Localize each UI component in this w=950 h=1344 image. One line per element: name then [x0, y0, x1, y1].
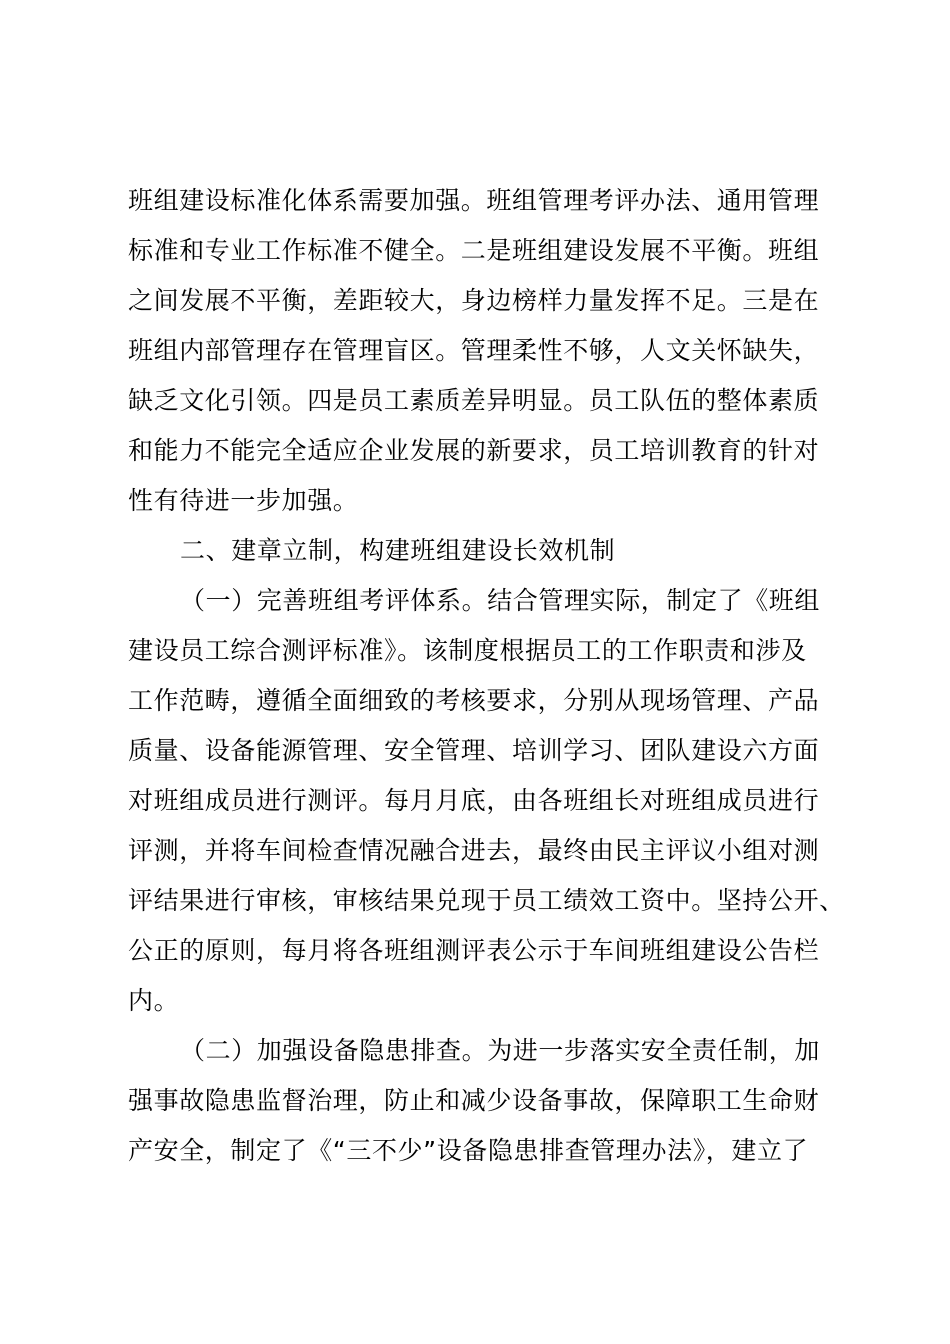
section-heading: 二、建章立制，构建班组建设长效机制 — [180, 536, 616, 565]
text-line: 质量、设备能源管理、安全管理、培训学习、团队建设六方面 — [128, 736, 820, 765]
text-line: 班组建设标准化体系需要加强。班组管理考评办法、通用管理 — [128, 186, 820, 215]
text-line: 标准和专业工作标准不健全。二是班组建设发展不平衡。班组 — [128, 236, 820, 265]
text-line: 和能力不能完全适应企业发展的新要求，员工培训教育的针对 — [128, 436, 820, 465]
text-line: 对班组成员进行测评。每月月底，由各班组长对班组成员进行 — [128, 786, 820, 815]
text-line: 建设员工综合测评标准》。该制度根据员工的工作职责和涉及 — [128, 636, 807, 665]
text-line: 产安全，制定了《“三不少”设备隐患排查管理办法》，建立了 — [128, 1136, 809, 1165]
text-line: 内。 — [128, 986, 180, 1015]
body-text — [128, 176, 845, 1176]
text-line: 评测，并将车间检查情况融合进去，最终由民主评议小组对测 — [128, 836, 820, 865]
text-line: （一）完善班组考评体系。结合管理实际，制定了《班组 — [180, 586, 821, 615]
text-line: 缺乏文化引领。四是员工素质差异明显。员工队伍的整体素质 — [128, 386, 820, 415]
text-line: 之间发展不平衡，差距较大，身边榜样力量发挥不足。三是在 — [128, 286, 820, 315]
text-line: （二）加强设备隐患排查。为进一步落实安全责任制，加 — [180, 1036, 821, 1065]
text-line: 强事故隐患监督治理，防止和减少设备事故，保障职工生命财 — [128, 1086, 820, 1115]
text-line: 公正的原则，每月将各班组测评表公示于车间班组建设公告栏 — [128, 936, 820, 965]
text-line: 性有待进一步加强。 — [128, 486, 359, 515]
text-line: 班组内部管理存在管理盲区。管理柔性不够，人文关怀缺失， — [128, 336, 820, 365]
text-line: 工作范畴，遵循全面细致的考核要求，分别从现场管理、产品 — [128, 686, 820, 715]
text-line: 评结果进行审核，审核结果兑现于员工绩效工资中。坚持公开、 — [128, 886, 845, 915]
